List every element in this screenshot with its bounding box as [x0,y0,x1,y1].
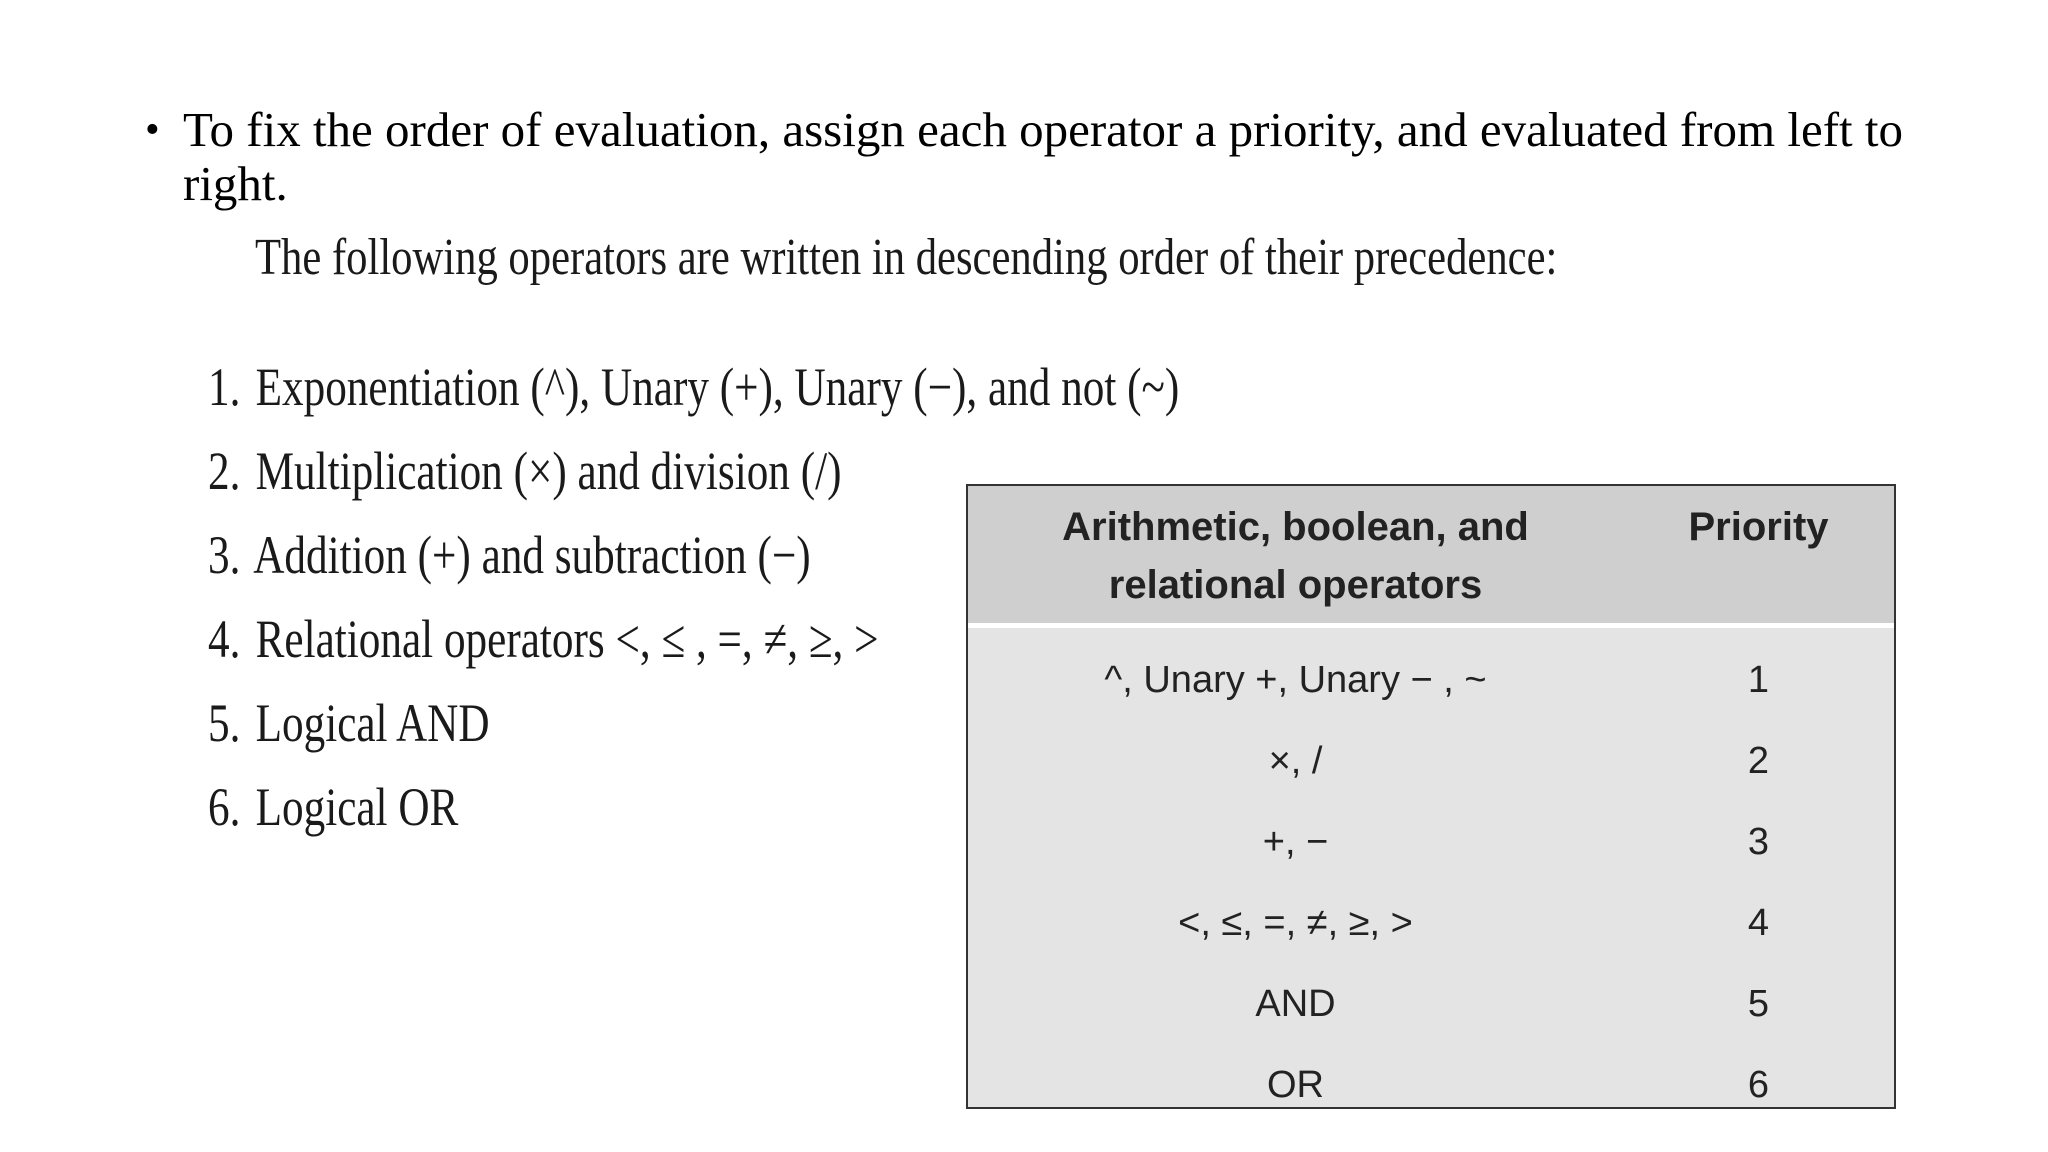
table-cell-operators: <, ≤, =, ≠, ≥, > [1178,902,1413,944]
precedence-item-number: 3. [208,525,241,585]
table-row [968,640,1894,721]
table-cell-priority: 4 [1747,902,1770,944]
precedence-item-text: Multiplication (×) and division (/) [255,441,842,501]
table-row [968,1045,1894,1126]
table-cell-operators: ^, Unary +, Unary − , ~ [1104,659,1487,701]
table-cell-operators: +, − [1262,821,1329,863]
table-row [968,883,1894,964]
operator-priority-table [966,484,1896,1109]
table-header-row [968,486,1894,628]
precedence-item-number: 1. [208,357,241,417]
precedence-item-number: 4. [208,609,241,669]
precedence-item-text: Relational operators <, ≤ , =, ≠, ≥, > [255,609,879,669]
table-cell-priority: 2 [1747,740,1770,782]
table-row [968,964,1894,1045]
table-cell-operators: AND [1255,983,1336,1025]
table-cell-priority: 5 [1747,983,1770,1025]
precedence-item-text: Logical OR [255,777,459,837]
table-cell-priority: 3 [1747,821,1770,863]
bullet-text: To fix the order of evaluation, assign each operator a priority, and evaluated from left to right. [183,102,1904,211]
table-row [968,802,1894,883]
bullet-marker: • [145,107,160,153]
table-row [968,721,1894,802]
precedence-item-text: Addition (+) and subtraction (−) [253,525,811,585]
precedence-item-text: Exponentiation (^), Unary (+), Unary (−), and not (~) [255,357,1180,417]
precedence-item-number: 2. [208,441,241,501]
precedence-item-number: 5. [208,693,241,753]
precedence-intro: The following operators are written in descending order of their precedence: [255,229,1558,286]
precedence-item-number: 6. [208,777,241,837]
table-cell-operators: ×, / [1268,740,1323,782]
precedence-item [208,352,1179,436]
precedence-item-text: Logical AND [255,693,490,753]
table-cell-priority: 1 [1747,659,1770,701]
table-header-priority: Priority [1688,505,1829,549]
table-header-operators: Arithmetic, boolean, and relational operators [1062,505,1529,607]
bullet-point [145,103,1905,211]
table-body [968,628,1894,1126]
table-cell-priority: 6 [1747,1064,1770,1106]
table-cell-operators: OR [1267,1064,1324,1106]
